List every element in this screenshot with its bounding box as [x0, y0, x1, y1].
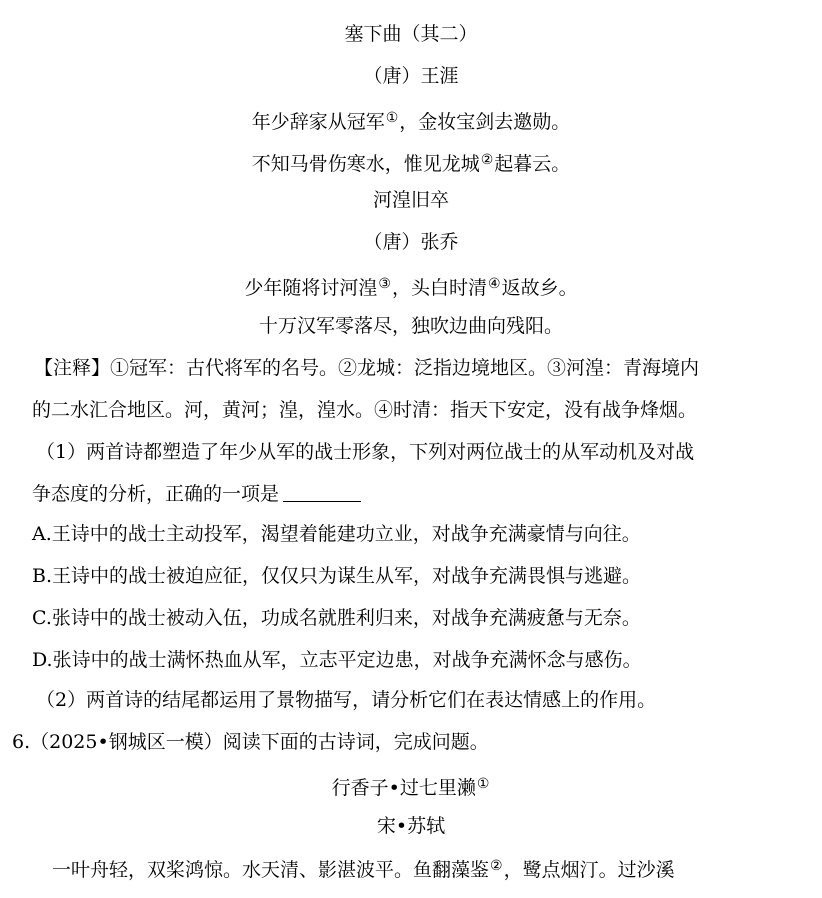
option-c: C.张诗中的战士被动入伍，功成名就胜利归来，对战争充满疲惫与无奈。 — [32, 607, 641, 629]
poem2-line1-text-b: ，头白时清 — [391, 277, 487, 299]
poem1-author: （唐）王涯 — [363, 65, 459, 87]
poem2-line1 — [0, 272, 822, 300]
poem1-line2 — [0, 148, 822, 176]
item6-poem-title — [0, 772, 822, 800]
poem1-title: 塞下曲（其二） — [344, 23, 478, 45]
poem1-line1-text-b: ，金妆宝剑去邀勋。 — [399, 111, 571, 133]
item6-line1 — [52, 854, 675, 882]
footnote-marker-title: ① — [476, 776, 490, 792]
poem2-title: 河湟旧卒 — [372, 189, 449, 211]
question1-stem-end: 争态度的分析，正确的一项是 — [32, 483, 280, 505]
question1-line1: （1）两首诗都塑造了年少从军的战士形象，下列对两位战士的从军动机及对战 — [36, 441, 695, 463]
option-d: D.张诗中的战士满怀热血从军，立志平定边患，对战争充满怀念与感伤。 — [32, 649, 642, 671]
footnote-marker-2: ② — [480, 152, 494, 168]
footnote-marker-4: ④ — [488, 276, 501, 292]
poem1-line2-text-a: 不知马骨伤寒水，惟见龙城 — [251, 153, 480, 175]
footnote-marker-3: ③ — [378, 276, 391, 292]
poem2-line1-text-c: 返故乡。 — [501, 277, 578, 299]
footnote-marker-5: ② — [490, 858, 503, 874]
question1-line2 — [32, 482, 361, 506]
item6-line1-text-b: ，鹭点烟汀。过沙溪 — [503, 859, 675, 881]
item6-author: 宋•苏轼 — [376, 815, 446, 837]
poem2-line1-text-a: 少年随将讨河湟 — [244, 277, 378, 299]
poem1-line2-text-b: 起暮云。 — [494, 153, 571, 175]
option-a: A.王诗中的战士主动投军，渴望着能建功立业，对战争充满豪情与向往。 — [32, 523, 641, 545]
poem2-line2: 十万汉军零落尽，独吹边曲向残阳。 — [258, 315, 563, 337]
item6-line1-text-a: 一叶舟轻，双桨鸿惊。水天清、影湛波平。鱼翻藻鉴 — [52, 859, 490, 881]
poem1-line1-text-a: 年少辞家从冠军 — [251, 111, 385, 133]
answer-blank[interactable] — [283, 483, 361, 502]
item6-header: 6.（2025•钢城区一模）阅读下面的古诗词，完成问题。 — [12, 731, 489, 753]
option-b: B.王诗中的战士被迫应征，仅仅只为谋生从军，对战争充满畏惧与逃避。 — [32, 565, 642, 587]
notes-line2: 的二水汇合地区。河，黄河；湟，湟水。④时清：指天下安定，没有战争烽烟。 — [32, 399, 698, 421]
notes-line1: 【注释】①冠军：古代将军的名号。②龙城：泛指边境地区。③河湟：青海境内 — [34, 357, 700, 379]
footnote-marker-1: ① — [385, 110, 399, 126]
question2: （2）两首诗的结尾都运用了景物描写，请分析它们在表达情感上的作用。 — [36, 689, 657, 711]
poem2-author: （唐）张乔 — [363, 231, 459, 253]
item6-title-text: 行香子•过七里濑 — [331, 777, 476, 799]
poem1-line1 — [0, 106, 822, 134]
